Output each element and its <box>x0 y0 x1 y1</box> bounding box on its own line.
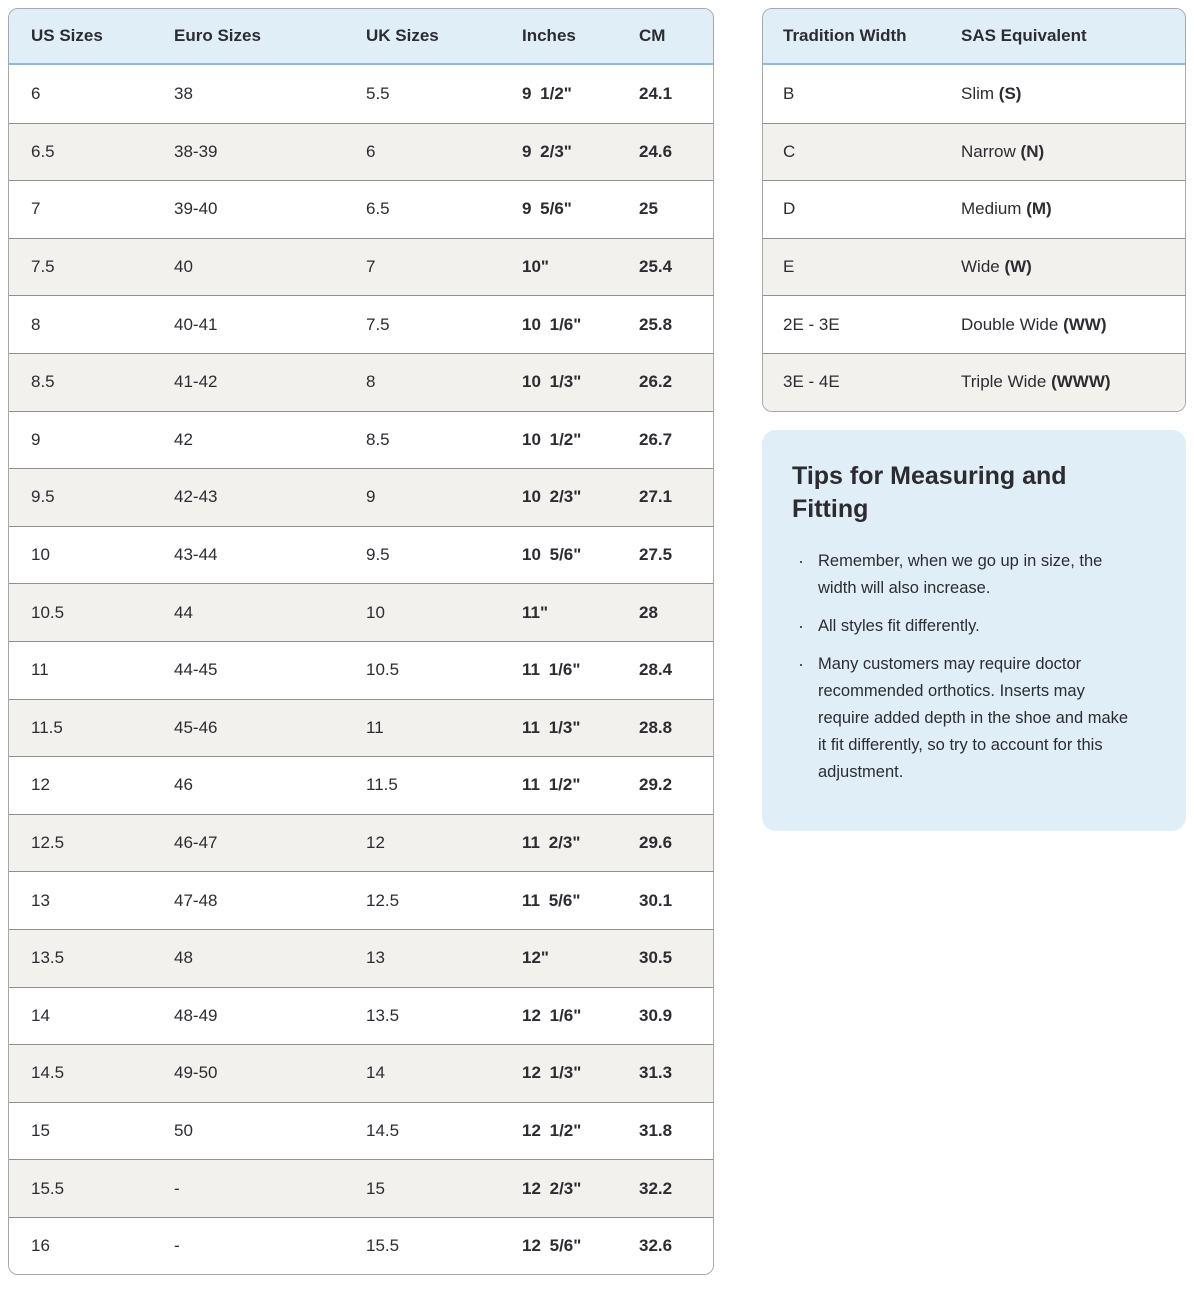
us-size-cell: 9 <box>9 411 174 469</box>
sas-equivalent-abbr: (M) <box>1026 199 1052 219</box>
column-header-euro-sizes: Euro Sizes <box>174 9 366 65</box>
sas-equivalent-name: Triple Wide <box>961 372 1047 392</box>
inches-cell: 9 5/6" <box>522 180 639 238</box>
size-table-row <box>9 1159 714 1217</box>
us-size-cell: 14 <box>9 987 174 1045</box>
uk-size-cell: 14 <box>366 1044 522 1102</box>
euro-size-cell: 47-48 <box>174 871 366 929</box>
inches-cell: 10 2/3" <box>522 468 639 526</box>
euro-size-cell: - <box>174 1217 366 1275</box>
us-size-cell: 6.5 <box>9 123 174 181</box>
tips-title: Tips for Measuring and Fitting <box>792 461 1067 523</box>
euro-size-cell: 42 <box>174 411 366 469</box>
euro-size-cell: 42-43 <box>174 468 366 526</box>
bullet-dot-icon: · <box>798 653 804 674</box>
bullet-dot-icon: · <box>798 550 804 571</box>
width-table-body <box>763 65 1186 411</box>
inches-cell: 12 5/6" <box>522 1217 639 1275</box>
euro-size-cell: - <box>174 1159 366 1217</box>
column-header-cm: CM <box>639 9 714 65</box>
sas-equivalent-cell <box>961 295 1186 353</box>
us-size-cell: 7.5 <box>9 238 174 296</box>
euro-size-cell: 44-45 <box>174 641 366 699</box>
inches-cell: 10 5/6" <box>522 526 639 584</box>
cm-cell: 26.2 <box>639 353 714 411</box>
sas-equivalent-abbr: (S) <box>998 83 1022 103</box>
column-header-us-sizes: US Sizes <box>9 9 174 65</box>
size-table-row <box>9 65 714 123</box>
size-table-row <box>9 641 714 699</box>
inches-cell: 11 5/6" <box>522 871 639 929</box>
size-table-row <box>9 1044 714 1102</box>
tradition-width-cell: E <box>763 238 961 296</box>
cm-cell: 32.6 <box>639 1217 714 1275</box>
width-table-row <box>763 295 1186 353</box>
width-and-tips-column <box>762 8 1186 831</box>
sas-equivalent-cell <box>961 65 1186 123</box>
cm-cell: 24.1 <box>639 65 714 123</box>
tips-list-item <box>798 548 1134 602</box>
size-table-row <box>9 353 714 411</box>
us-size-cell: 13 <box>9 871 174 929</box>
tradition-width-cell: B <box>763 65 961 123</box>
euro-size-cell: 46-47 <box>174 814 366 872</box>
euro-size-cell: 43-44 <box>174 526 366 584</box>
size-table-body <box>9 65 714 1274</box>
sas-equivalent-name: Slim <box>961 83 995 103</box>
cm-cell: 28.4 <box>639 641 714 699</box>
sas-equivalent-cell <box>961 353 1186 411</box>
column-header-tradition-width: Tradition Width <box>763 9 961 65</box>
tips-list-item <box>798 613 1134 640</box>
euro-size-cell: 39-40 <box>174 180 366 238</box>
tradition-width-cell: 2E - 3E <box>763 295 961 353</box>
cm-cell: 32.2 <box>639 1159 714 1217</box>
sas-equivalent-name: Medium <box>961 199 1022 219</box>
uk-size-cell: 9 <box>366 468 522 526</box>
euro-size-cell: 46 <box>174 756 366 814</box>
us-size-cell: 16 <box>9 1217 174 1275</box>
sas-equivalent-cell <box>961 238 1186 296</box>
size-table-row <box>9 411 714 469</box>
size-table-row <box>9 180 714 238</box>
inches-cell: 11 1/3" <box>522 699 639 757</box>
inches-cell: 12" <box>522 929 639 987</box>
inches-cell: 12 1/6" <box>522 987 639 1045</box>
inches-cell: 11 1/2" <box>522 756 639 814</box>
euro-size-cell: 49-50 <box>174 1044 366 1102</box>
width-table-header-row <box>763 9 1186 65</box>
inches-cell: 10 1/2" <box>522 411 639 469</box>
width-table-row <box>763 123 1186 181</box>
cm-cell: 26.7 <box>639 411 714 469</box>
uk-size-cell: 12.5 <box>366 871 522 929</box>
us-size-cell: 12 <box>9 756 174 814</box>
column-header-uk-sizes: UK Sizes <box>366 9 522 65</box>
sas-equivalent-cell <box>961 123 1186 181</box>
inches-cell: 10" <box>522 238 639 296</box>
cm-cell: 25 <box>639 180 714 238</box>
cm-cell: 30.1 <box>639 871 714 929</box>
size-table-row <box>9 756 714 814</box>
inches-cell: 10 1/3" <box>522 353 639 411</box>
uk-size-cell: 5.5 <box>366 65 522 123</box>
sas-equivalent-name: Wide <box>961 257 1000 277</box>
column-header-sas-equivalent: SAS Equivalent <box>961 9 1186 65</box>
two-column-layout <box>8 8 1186 1275</box>
uk-size-cell: 15.5 <box>366 1217 522 1275</box>
uk-size-cell: 13.5 <box>366 987 522 1045</box>
inches-cell: 9 2/3" <box>522 123 639 181</box>
uk-size-cell: 10 <box>366 583 522 641</box>
sas-equivalent-name: Narrow <box>961 141 1016 161</box>
us-size-cell: 12.5 <box>9 814 174 872</box>
sas-equivalent-abbr: (WWW) <box>1051 372 1111 392</box>
cm-cell: 29.2 <box>639 756 714 814</box>
us-size-cell: 14.5 <box>9 1044 174 1102</box>
uk-size-cell: 14.5 <box>366 1102 522 1160</box>
tips-list-item <box>798 651 1134 786</box>
us-size-cell: 6 <box>9 65 174 123</box>
euro-size-cell: 44 <box>174 583 366 641</box>
us-size-cell: 10 <box>9 526 174 584</box>
size-table-row <box>9 468 714 526</box>
bullet-dot-icon: · <box>798 615 804 636</box>
tips-panel <box>762 430 1186 831</box>
us-size-cell: 11.5 <box>9 699 174 757</box>
cm-cell: 31.8 <box>639 1102 714 1160</box>
sas-equivalent-abbr: (WW) <box>1063 314 1107 334</box>
width-equivalent-card <box>762 8 1186 412</box>
size-table-row <box>9 699 714 757</box>
euro-size-cell: 38-39 <box>174 123 366 181</box>
tips-list <box>792 548 1156 786</box>
euro-size-cell: 40 <box>174 238 366 296</box>
tip-text: Remember, when we go up in size, the width will also increase. <box>818 551 1103 597</box>
width-equivalent-table <box>763 9 1186 411</box>
size-table-row <box>9 526 714 584</box>
size-table-row <box>9 1102 714 1160</box>
size-conversion-column <box>8 8 714 1275</box>
us-size-cell: 15 <box>9 1102 174 1160</box>
inches-cell: 11 1/6" <box>522 641 639 699</box>
cm-cell: 31.3 <box>639 1044 714 1102</box>
cm-cell: 27.5 <box>639 526 714 584</box>
euro-size-cell: 48 <box>174 929 366 987</box>
tradition-width-cell: D <box>763 180 961 238</box>
uk-size-cell: 15 <box>366 1159 522 1217</box>
inches-cell: 9 1/2" <box>522 65 639 123</box>
us-size-cell: 7 <box>9 180 174 238</box>
tradition-width-cell: 3E - 4E <box>763 353 961 411</box>
uk-size-cell: 9.5 <box>366 526 522 584</box>
uk-size-cell: 6 <box>366 123 522 181</box>
uk-size-cell: 8 <box>366 353 522 411</box>
euro-size-cell: 50 <box>174 1102 366 1160</box>
size-table-row <box>9 871 714 929</box>
width-table-row <box>763 353 1186 411</box>
inches-cell: 11 2/3" <box>522 814 639 872</box>
cm-cell: 30.9 <box>639 987 714 1045</box>
euro-size-cell: 40-41 <box>174 295 366 353</box>
cm-cell: 29.6 <box>639 814 714 872</box>
cm-cell: 25.4 <box>639 238 714 296</box>
size-table-row <box>9 583 714 641</box>
size-table-row <box>9 1217 714 1275</box>
size-conversion-card <box>8 8 714 1275</box>
cm-cell: 28 <box>639 583 714 641</box>
uk-size-cell: 13 <box>366 929 522 987</box>
euro-size-cell: 41-42 <box>174 353 366 411</box>
inches-cell: 12 1/3" <box>522 1044 639 1102</box>
inches-cell: 12 2/3" <box>522 1159 639 1217</box>
inches-cell: 11" <box>522 583 639 641</box>
uk-size-cell: 12 <box>366 814 522 872</box>
tradition-width-cell: C <box>763 123 961 181</box>
tip-text: All styles fit differently. <box>818 616 980 635</box>
uk-size-cell: 11 <box>366 699 522 757</box>
us-size-cell: 11 <box>9 641 174 699</box>
uk-size-cell: 11.5 <box>366 756 522 814</box>
size-table-row <box>9 987 714 1045</box>
width-table-row <box>763 65 1186 123</box>
uk-size-cell: 6.5 <box>366 180 522 238</box>
sas-equivalent-name: Double Wide <box>961 314 1059 334</box>
tip-text: Many customers may require doctor recommended orthotics. Inserts may require added depth in the shoe and make it fit differently, so try to account for this adjustment. <box>818 654 1129 781</box>
size-table-row <box>9 929 714 987</box>
sas-equivalent-abbr: (N) <box>1020 141 1045 161</box>
cm-cell: 30.5 <box>639 929 714 987</box>
us-size-cell: 8.5 <box>9 353 174 411</box>
uk-size-cell: 7 <box>366 238 522 296</box>
us-size-cell: 10.5 <box>9 583 174 641</box>
cm-cell: 28.8 <box>639 699 714 757</box>
us-size-cell: 15.5 <box>9 1159 174 1217</box>
column-header-inches: Inches <box>522 9 639 65</box>
size-table-row <box>9 238 714 296</box>
uk-size-cell: 7.5 <box>366 295 522 353</box>
uk-size-cell: 10.5 <box>366 641 522 699</box>
sas-equivalent-cell <box>961 180 1186 238</box>
us-size-cell: 13.5 <box>9 929 174 987</box>
width-table-row <box>763 180 1186 238</box>
euro-size-cell: 45-46 <box>174 699 366 757</box>
width-table-row <box>763 238 1186 296</box>
us-size-cell: 9.5 <box>9 468 174 526</box>
euro-size-cell: 48-49 <box>174 987 366 1045</box>
size-table-row <box>9 814 714 872</box>
us-size-cell: 8 <box>9 295 174 353</box>
cm-cell: 27.1 <box>639 468 714 526</box>
cm-cell: 24.6 <box>639 123 714 181</box>
size-table-header-row <box>9 9 714 65</box>
inches-cell: 12 1/2" <box>522 1102 639 1160</box>
uk-size-cell: 8.5 <box>366 411 522 469</box>
size-conversion-table <box>9 9 714 1274</box>
inches-cell: 10 1/6" <box>522 295 639 353</box>
sas-equivalent-abbr: (W) <box>1004 257 1032 277</box>
cm-cell: 25.8 <box>639 295 714 353</box>
size-table-row <box>9 123 714 181</box>
size-table-row <box>9 295 714 353</box>
euro-size-cell: 38 <box>174 65 366 123</box>
